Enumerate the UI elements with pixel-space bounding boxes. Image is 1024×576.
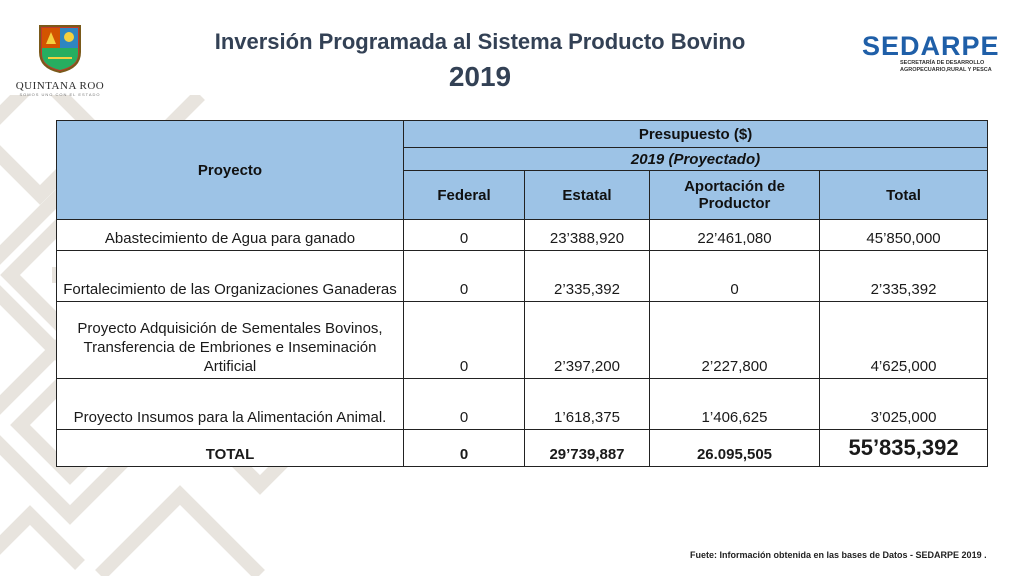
total-federal: 0 [404,430,525,467]
productor-cell: 22’461,080 [650,220,820,251]
total-label: TOTAL [57,430,404,467]
column-header-productor: Aportación de Productor [650,171,820,220]
federal-cell: 0 [404,251,525,302]
productor-cell: 0 [650,251,820,302]
total-cell: 45’850,000 [820,220,988,251]
column-header-estatal: Estatal [525,171,650,220]
header-row-1 [57,121,988,148]
proyecto-cell: Fortalecimiento de las Organizaciones Ganaderas [57,251,404,302]
page-title [200,28,760,96]
logo-name: QUINTANA ROO [15,80,105,92]
grand-total: 55’835,392 [820,430,988,467]
title-year: 2019 [448,61,512,92]
total-estatal: 29’739,887 [525,430,650,467]
table-row [57,220,988,251]
federal-cell: 0 [404,302,525,379]
coat-of-arms-icon [34,22,86,74]
federal-cell: 0 [404,220,525,251]
source-footnote: Fuete: Información obtenida en las bases de Datos - SEDARPE 2019 . [690,550,987,560]
title-line-1: Inversión Programada al Sistema Producto Bovino [214,29,746,54]
proyecto-header: Proyecto [57,121,404,220]
quintana-roo-logo [10,22,110,102]
brand-subtitle-line-2: AGROPECUARIO,RURAL Y PESCA [900,67,992,73]
proyecto-cell: Proyecto Adquisición de Sementales Bovinos, Transferencia de Embriones e Inseminación Artificial [57,302,404,379]
column-header-federal: Federal [404,171,525,220]
logo-motto: SOMOS UNO CON EL ESTADO [19,92,101,97]
presupuesto-header: Presupuesto ($) [404,121,988,148]
brand-subtitle-line-1: SECRETARÍA DE DESARROLLO [900,60,985,66]
proyecto-cell: Proyecto Insumos para la Alimentación Animal. [57,379,404,430]
estatal-cell: 1’618,375 [525,379,650,430]
total-row [57,430,988,467]
sedarpe-logo [862,32,1012,74]
proyecto-cell: Abastecimiento de Agua para ganado [57,220,404,251]
budget-table [56,120,988,467]
brand-name: SEDARPE [862,31,1000,61]
table-row [57,302,988,379]
estatal-cell: 2’397,200 [525,302,650,379]
table-row [57,251,988,302]
federal-cell: 0 [404,379,525,430]
productor-cell: 2’227,800 [650,302,820,379]
productor-cell: 1’406,625 [650,379,820,430]
total-productor: 26.095,505 [650,430,820,467]
estatal-cell: 23’388,920 [525,220,650,251]
column-header-total: Total [820,171,988,220]
brand-subtitle [900,60,1010,74]
table-row [57,379,988,430]
total-cell: 3’025,000 [820,379,988,430]
total-cell: 4’625,000 [820,302,988,379]
year-header: 2019 (Proyectado) [404,148,988,171]
estatal-cell: 2’335,392 [525,251,650,302]
total-cell: 2’335,392 [820,251,988,302]
